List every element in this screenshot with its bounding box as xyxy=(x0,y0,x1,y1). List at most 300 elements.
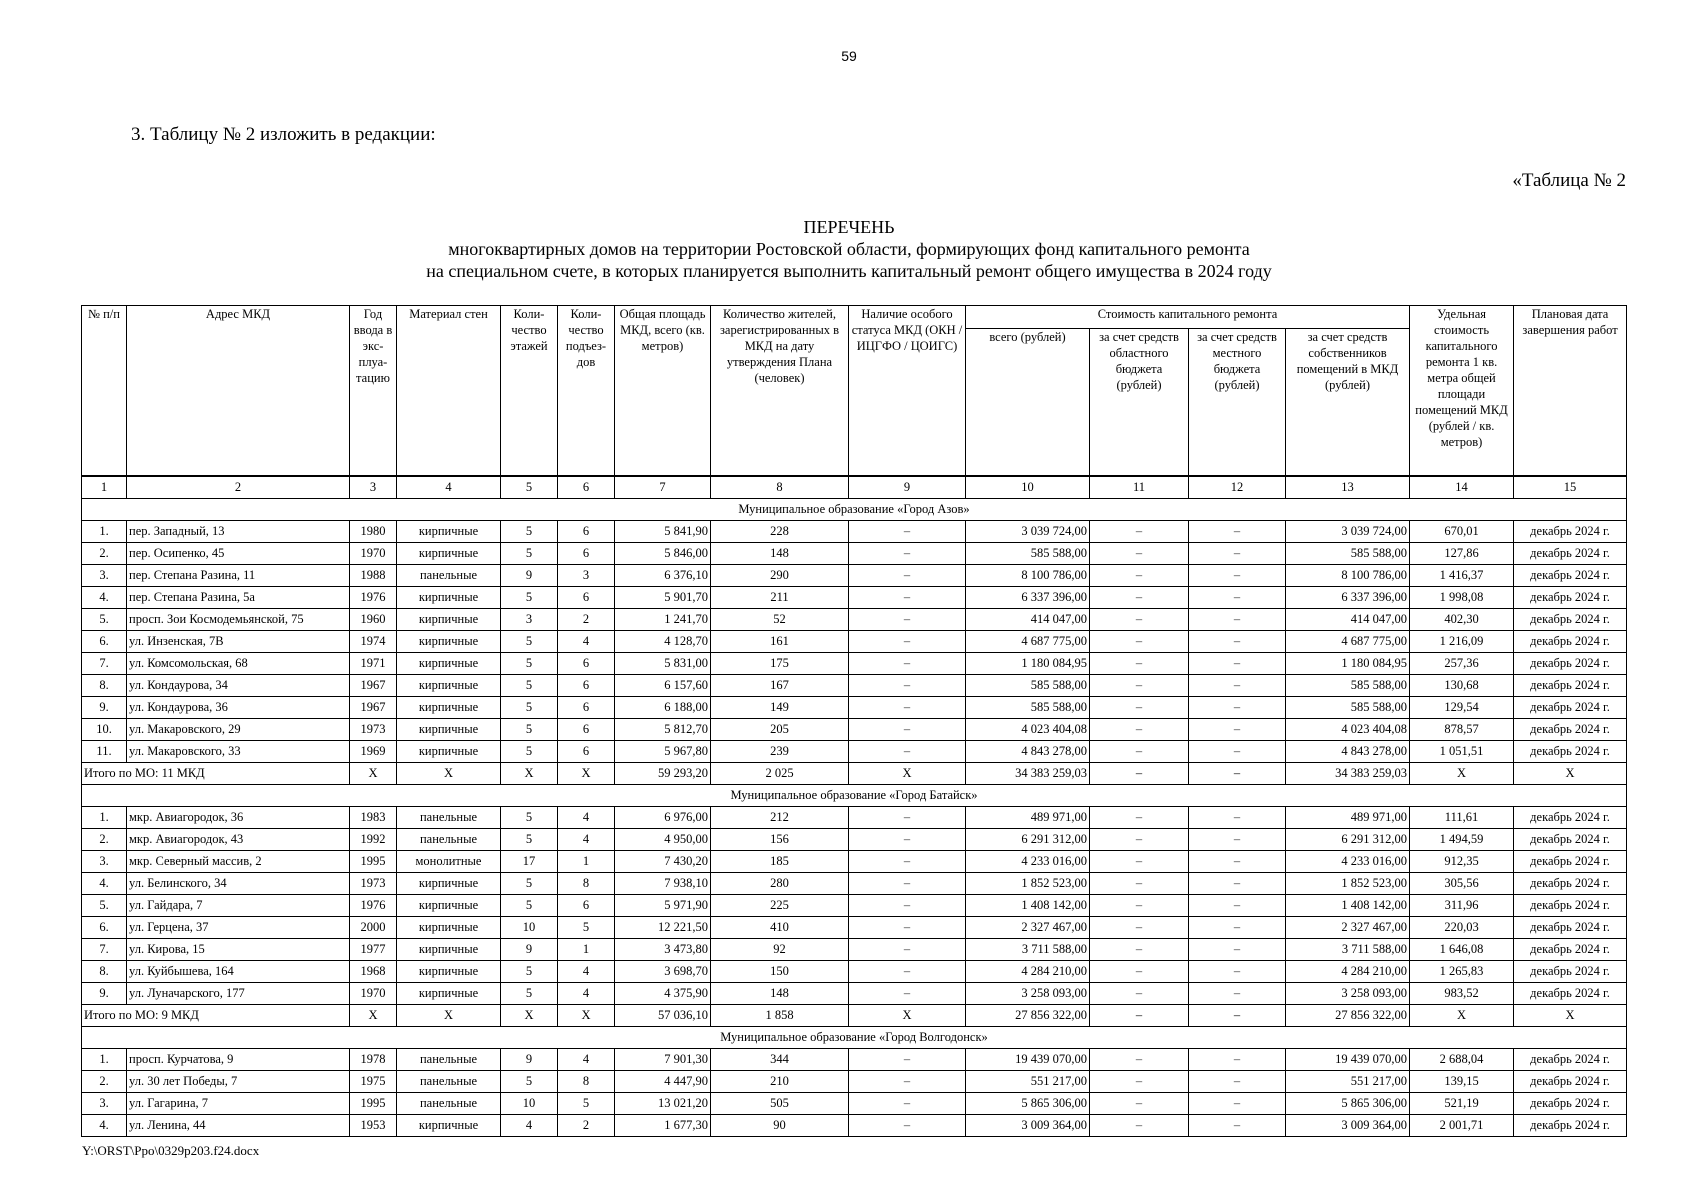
table-cell: – xyxy=(849,631,966,653)
table-cell: декабрь 2024 г. xyxy=(1514,1071,1627,1093)
table-cell: – xyxy=(1189,543,1286,565)
table-cell: 4 447,90 xyxy=(615,1071,711,1093)
table-cell: 4 xyxy=(558,829,615,851)
table-row xyxy=(82,939,1627,961)
table-cell: – xyxy=(1090,829,1189,851)
table-cell: 10 xyxy=(501,917,558,939)
table-cell: 3 711 588,00 xyxy=(1286,939,1410,961)
column-number: 14 xyxy=(1410,476,1514,499)
table-cell: – xyxy=(1090,631,1189,653)
table-cell: 5 xyxy=(501,961,558,983)
table-body xyxy=(82,476,1627,1137)
table-cell: 1 998,08 xyxy=(1410,587,1514,609)
table-cell: кирпичные xyxy=(397,983,501,1005)
table-cell: 1 852 523,00 xyxy=(1286,873,1410,895)
table-cell: 878,57 xyxy=(1410,719,1514,741)
table-cell: – xyxy=(1090,741,1189,763)
table-cell: панельные xyxy=(397,565,501,587)
table-cell: кирпичные xyxy=(397,873,501,895)
table-cell: – xyxy=(1189,631,1286,653)
table-cell: 4 xyxy=(558,631,615,653)
table-cell: 4 023 404,08 xyxy=(966,719,1090,741)
table-cell: 8 100 786,00 xyxy=(966,565,1090,587)
table-cell: – xyxy=(1189,587,1286,609)
table-cell: ул. Белинского, 34 xyxy=(127,873,350,895)
table-row xyxy=(82,961,1627,983)
table-cell: 10 xyxy=(501,1093,558,1115)
column-number: 6 xyxy=(558,476,615,499)
total-cell: X xyxy=(350,1005,397,1027)
table-cell: – xyxy=(1189,521,1286,543)
table-cell: кирпичные xyxy=(397,653,501,675)
total-cell: X xyxy=(397,763,501,785)
table-row xyxy=(82,653,1627,675)
table-cell: – xyxy=(849,961,966,983)
table-cell: – xyxy=(1090,917,1189,939)
table-cell: 7 901,30 xyxy=(615,1049,711,1071)
table-cell: 212 xyxy=(711,807,849,829)
table-cell: 3 711 588,00 xyxy=(966,939,1090,961)
table-cell: – xyxy=(1189,1115,1286,1137)
table-cell: 148 xyxy=(711,543,849,565)
table-row xyxy=(82,565,1627,587)
table-cell: декабрь 2024 г. xyxy=(1514,917,1627,939)
table-cell: 129,54 xyxy=(1410,697,1514,719)
table-row xyxy=(82,983,1627,1005)
table-cell: 5 xyxy=(558,1093,615,1115)
total-cell: 57 036,10 xyxy=(615,1005,711,1027)
table-cell: декабрь 2024 г. xyxy=(1514,565,1627,587)
table-cell: панельные xyxy=(397,1071,501,1093)
header-status: Наличие особого статуса МКД (ОКН / ИЦГФО / ЦОИГС) xyxy=(849,306,966,477)
table-cell: – xyxy=(849,653,966,675)
column-number: 8 xyxy=(711,476,849,499)
table-cell: 1 216,09 xyxy=(1410,631,1514,653)
table-cell: ул. Куйбышева, 164 xyxy=(127,961,350,983)
total-cell: 34 383 259,03 xyxy=(1286,763,1410,785)
total-cell: X xyxy=(1410,1005,1514,1027)
table-cell: декабрь 2024 г. xyxy=(1514,1115,1627,1137)
table-cell: – xyxy=(849,873,966,895)
table-cell: – xyxy=(1189,1071,1286,1093)
table-row xyxy=(82,873,1627,895)
table-cell: – xyxy=(1189,917,1286,939)
table-cell: 1974 xyxy=(350,631,397,653)
table-cell: 4 284 210,00 xyxy=(1286,961,1410,983)
table-row xyxy=(82,631,1627,653)
table-cell: 228 xyxy=(711,521,849,543)
table-cell: – xyxy=(1189,807,1286,829)
table-cell: 8. xyxy=(82,961,127,983)
table-cell: 156 xyxy=(711,829,849,851)
table-cell: 11. xyxy=(82,741,127,763)
table-cell: 1995 xyxy=(350,1093,397,1115)
column-number: 3 xyxy=(350,476,397,499)
table-cell: 13 021,20 xyxy=(615,1093,711,1115)
table-cell: 3 039 724,00 xyxy=(966,521,1090,543)
header-cost-total: всего (рублей) xyxy=(966,329,1090,477)
table-cell: 1 xyxy=(558,939,615,961)
table-cell: 3 258 093,00 xyxy=(1286,983,1410,1005)
table-cell: 8 100 786,00 xyxy=(1286,565,1410,587)
table-cell: 4 128,70 xyxy=(615,631,711,653)
table-cell: – xyxy=(1189,961,1286,983)
table-cell: ул. Кондаурова, 36 xyxy=(127,697,350,719)
table-cell: 585 588,00 xyxy=(966,543,1090,565)
table-cell: – xyxy=(849,895,966,917)
table-cell: 6 337 396,00 xyxy=(966,587,1090,609)
table-cell: 1 494,59 xyxy=(1410,829,1514,851)
table-cell: 9. xyxy=(82,983,127,1005)
table-cell: кирпичные xyxy=(397,961,501,983)
municipality-row xyxy=(82,499,1627,521)
table-cell: 311,96 xyxy=(1410,895,1514,917)
table-cell: 2 001,71 xyxy=(1410,1115,1514,1137)
table-cell: 280 xyxy=(711,873,849,895)
table-cell: 12 221,50 xyxy=(615,917,711,939)
table-cell: 1971 xyxy=(350,653,397,675)
table-cell: 3 473,80 xyxy=(615,939,711,961)
table-cell: 5 xyxy=(501,741,558,763)
table-cell: 6 xyxy=(558,543,615,565)
table-cell: – xyxy=(1090,895,1189,917)
total-cell: 34 383 259,03 xyxy=(966,763,1090,785)
table-row xyxy=(82,741,1627,763)
table-cell: 5 xyxy=(501,675,558,697)
table-cell: 5 xyxy=(501,587,558,609)
table-cell: 19 439 070,00 xyxy=(966,1049,1090,1071)
table-cell: 4 233 016,00 xyxy=(1286,851,1410,873)
table-cell: 1960 xyxy=(350,609,397,631)
table-cell: – xyxy=(1090,697,1189,719)
table-cell: 4 xyxy=(558,807,615,829)
table-cell: 210 xyxy=(711,1071,849,1093)
table-cell: – xyxy=(849,851,966,873)
table-cell: 4 233 016,00 xyxy=(966,851,1090,873)
header-wall-material: Материал стен xyxy=(397,306,501,477)
table-cell: 139,15 xyxy=(1410,1071,1514,1093)
table-cell: 5 xyxy=(501,521,558,543)
table-cell: 5 846,00 xyxy=(615,543,711,565)
title-line-2: многоквартирных домов на территории Ростовской области, формирующих фонд капитального ремонта xyxy=(448,239,1250,259)
table-cell: – xyxy=(849,565,966,587)
table-cell: ул. 30 лет Победы, 7 xyxy=(127,1071,350,1093)
table-cell: 1983 xyxy=(350,807,397,829)
header-floors: Коли-чество этажей xyxy=(501,306,558,477)
table-cell: 1975 xyxy=(350,1071,397,1093)
table-cell: мкр. Авиагородок, 36 xyxy=(127,807,350,829)
table-cell: 7. xyxy=(82,939,127,961)
table-cell: 1973 xyxy=(350,719,397,741)
table-cell: 6 157,60 xyxy=(615,675,711,697)
table-cell: 205 xyxy=(711,719,849,741)
table-cell: 410 xyxy=(711,917,849,939)
column-number: 1 xyxy=(82,476,127,499)
table-cell: – xyxy=(1090,543,1189,565)
table-row xyxy=(82,697,1627,719)
table-cell: 9 xyxy=(501,1049,558,1071)
table-cell: 5 xyxy=(501,895,558,917)
table-cell: декабрь 2024 г. xyxy=(1514,873,1627,895)
title-line-3: на специальном счете, в которых планируется выполнить капитальный ремонт общего имущества в 2024 году xyxy=(426,261,1272,281)
table-cell: – xyxy=(1090,983,1189,1005)
total-cell: – xyxy=(1189,763,1286,785)
table-cell: 2 xyxy=(558,1115,615,1137)
table-cell: ул. Кирова, 15 xyxy=(127,939,350,961)
table-cell: ул. Макаровского, 29 xyxy=(127,719,350,741)
houses-table xyxy=(81,305,1627,1137)
table-cell: 1976 xyxy=(350,895,397,917)
table-cell: кирпичные xyxy=(397,631,501,653)
table-cell: 6 xyxy=(558,675,615,697)
table-cell: – xyxy=(849,609,966,631)
table-cell: кирпичные xyxy=(397,917,501,939)
table-cell: декабрь 2024 г. xyxy=(1514,521,1627,543)
table-cell: декабрь 2024 г. xyxy=(1514,587,1627,609)
table-cell: 3 xyxy=(501,609,558,631)
table-cell: 1978 xyxy=(350,1049,397,1071)
total-cell: X xyxy=(1514,763,1627,785)
table-cell: 4 xyxy=(501,1115,558,1137)
table-cell: 5 xyxy=(501,983,558,1005)
table-cell: – xyxy=(849,1115,966,1137)
table-cell: кирпичные xyxy=(397,609,501,631)
table-cell: 6 337 396,00 xyxy=(1286,587,1410,609)
table-cell: 4. xyxy=(82,873,127,895)
table-cell: 3 xyxy=(558,565,615,587)
table-cell: – xyxy=(1090,521,1189,543)
table-cell: – xyxy=(849,1049,966,1071)
table-cell: ул. Луначарского, 177 xyxy=(127,983,350,1005)
total-cell: X xyxy=(1410,763,1514,785)
table-cell: 505 xyxy=(711,1093,849,1115)
table-row xyxy=(82,719,1627,741)
table-cell: декабрь 2024 г. xyxy=(1514,631,1627,653)
table-cell: кирпичные xyxy=(397,543,501,565)
table-cell: ул. Гайдара, 7 xyxy=(127,895,350,917)
table-cell: – xyxy=(849,983,966,1005)
table-cell: – xyxy=(849,675,966,697)
table-cell: 5 865 306,00 xyxy=(966,1093,1090,1115)
table-cell: панельные xyxy=(397,1093,501,1115)
table-cell: 6 xyxy=(558,895,615,917)
total-cell: X xyxy=(849,763,966,785)
table-cell: 1 852 523,00 xyxy=(966,873,1090,895)
table-cell: 225 xyxy=(711,895,849,917)
total-cell: X xyxy=(397,1005,501,1027)
table-cell: – xyxy=(1189,1093,1286,1115)
table-row xyxy=(82,1093,1627,1115)
table-cell: 5 xyxy=(501,807,558,829)
table-cell: 6 376,10 xyxy=(615,565,711,587)
table-cell: 5. xyxy=(82,609,127,631)
table-cell: 4 843 278,00 xyxy=(1286,741,1410,763)
table-cell: 402,30 xyxy=(1410,609,1514,631)
table-cell: – xyxy=(1189,741,1286,763)
table-cell: 4 687 775,00 xyxy=(966,631,1090,653)
table-cell: декабрь 2024 г. xyxy=(1514,851,1627,873)
table-cell: 175 xyxy=(711,653,849,675)
table-cell: 1988 xyxy=(350,565,397,587)
table-cell: 6 xyxy=(558,697,615,719)
table-cell: кирпичные xyxy=(397,697,501,719)
table-cell: 5 xyxy=(501,1071,558,1093)
table-cell: 8. xyxy=(82,675,127,697)
table-cell: 4. xyxy=(82,1115,127,1137)
table-cell: пер. Западный, 13 xyxy=(127,521,350,543)
table-cell: 10. xyxy=(82,719,127,741)
table-cell: 344 xyxy=(711,1049,849,1071)
table-cell: декабрь 2024 г. xyxy=(1514,829,1627,851)
table-cell: кирпичные xyxy=(397,521,501,543)
column-number: 4 xyxy=(397,476,501,499)
footer-file-path: Y:\ORST\Ppo\0329p203.f24.docx xyxy=(82,1143,260,1158)
table-row xyxy=(82,1115,1627,1137)
table-cell: 90 xyxy=(711,1115,849,1137)
total-cell: X xyxy=(350,763,397,785)
column-numbers-row xyxy=(82,476,1627,499)
table-cell: – xyxy=(849,587,966,609)
table-cell: – xyxy=(1189,983,1286,1005)
table-cell: кирпичные xyxy=(397,675,501,697)
table-cell: 290 xyxy=(711,565,849,587)
table-cell: 7 430,20 xyxy=(615,851,711,873)
total-row xyxy=(82,763,1627,785)
table-row xyxy=(82,895,1627,917)
table-cell: 2 xyxy=(558,609,615,631)
table-cell: 585 588,00 xyxy=(1286,675,1410,697)
header-num: № п/п xyxy=(82,306,127,477)
table-cell: мкр. Северный массив, 2 xyxy=(127,851,350,873)
table-cell: 414 047,00 xyxy=(966,609,1090,631)
table-cell: 1 265,83 xyxy=(1410,961,1514,983)
total-label: Итого по МО: 9 МКД xyxy=(82,1005,350,1027)
table-cell: 1 408 142,00 xyxy=(966,895,1090,917)
table-cell: 9 xyxy=(501,939,558,961)
table-cell: 257,36 xyxy=(1410,653,1514,675)
table-cell: – xyxy=(849,829,966,851)
table-cell: 4. xyxy=(82,587,127,609)
table-cell: 6 xyxy=(558,587,615,609)
table-cell: декабрь 2024 г. xyxy=(1514,939,1627,961)
table-cell: 5 xyxy=(501,873,558,895)
header-entrances: Коли-чество подъез-дов xyxy=(558,306,615,477)
table-cell: 1 180 084,95 xyxy=(1286,653,1410,675)
total-cell: 1 858 xyxy=(711,1005,849,1027)
table-cell: 6. xyxy=(82,631,127,653)
table-cell: 1. xyxy=(82,521,127,543)
table-cell: пер. Осипенко, 45 xyxy=(127,543,350,565)
column-number: 2 xyxy=(127,476,350,499)
table-cell: – xyxy=(1090,807,1189,829)
table-cell: 111,61 xyxy=(1410,807,1514,829)
table-cell: 8 xyxy=(558,1071,615,1093)
table-cell: 1973 xyxy=(350,873,397,895)
header-unit-cost: Удельная стоимость капитального ремонта 1 кв. метра общей площади помещений МКД (рублей / кв. метров) xyxy=(1410,306,1514,477)
table-cell: 983,52 xyxy=(1410,983,1514,1005)
table-cell: 5 xyxy=(501,653,558,675)
header-address: Адрес МКД xyxy=(127,306,350,477)
table-cell: 5 xyxy=(501,697,558,719)
table-cell: пер. Степана Разина, 5а xyxy=(127,587,350,609)
column-number: 10 xyxy=(966,476,1090,499)
header-cost-group: Стоимость капитального ремонта xyxy=(966,306,1410,329)
table-cell: 3 258 093,00 xyxy=(966,983,1090,1005)
table-cell: – xyxy=(1090,653,1189,675)
table-header xyxy=(82,306,1627,477)
table-cell: – xyxy=(1090,565,1189,587)
table-cell: – xyxy=(1090,939,1189,961)
table-row xyxy=(82,587,1627,609)
table-cell: кирпичные xyxy=(397,895,501,917)
table-cell: панельные xyxy=(397,1049,501,1071)
total-cell: X xyxy=(501,1005,558,1027)
table-cell: 9 xyxy=(501,565,558,587)
table-cell: ул. Ленина, 44 xyxy=(127,1115,350,1137)
column-number: 11 xyxy=(1090,476,1189,499)
table-cell: 3 698,70 xyxy=(615,961,711,983)
table-cell: просп. Зои Космодемьянской, 75 xyxy=(127,609,350,631)
table-cell: 2. xyxy=(82,829,127,851)
table-cell: 130,68 xyxy=(1410,675,1514,697)
table-cell: 6 xyxy=(558,741,615,763)
table-cell: 1967 xyxy=(350,697,397,719)
header-area: Общая площадь МКД, всего (кв. метров) xyxy=(615,306,711,477)
header-year: Год ввода в экс-плуа-тацию xyxy=(350,306,397,477)
table-cell: декабрь 2024 г. xyxy=(1514,609,1627,631)
table-cell: – xyxy=(1090,1049,1189,1071)
table-cell: 4 xyxy=(558,961,615,983)
table-cell: – xyxy=(1189,1049,1286,1071)
table-cell: мкр. Авиагородок, 43 xyxy=(127,829,350,851)
table-cell: 6 xyxy=(558,653,615,675)
table-cell: кирпичные xyxy=(397,719,501,741)
column-number: 15 xyxy=(1514,476,1627,499)
total-cell: – xyxy=(1090,763,1189,785)
table-cell: – xyxy=(1189,895,1286,917)
table-cell: панельные xyxy=(397,829,501,851)
table-cell: 551 217,00 xyxy=(1286,1071,1410,1093)
table-cell: 1970 xyxy=(350,543,397,565)
table-cell: 489 971,00 xyxy=(1286,807,1410,829)
table-cell: – xyxy=(849,719,966,741)
municipality-title: Муниципальное образование «Город Волгодонск» xyxy=(82,1027,1627,1049)
table-cell: – xyxy=(1090,719,1189,741)
table-cell: декабрь 2024 г. xyxy=(1514,675,1627,697)
table-cell: – xyxy=(1090,851,1189,873)
column-number: 9 xyxy=(849,476,966,499)
table-cell: 4 375,90 xyxy=(615,983,711,1005)
table-cell: 7. xyxy=(82,653,127,675)
table-cell: – xyxy=(1189,873,1286,895)
table-cell: 912,35 xyxy=(1410,851,1514,873)
table-cell: 585 588,00 xyxy=(1286,697,1410,719)
table-row xyxy=(82,917,1627,939)
table-cell: 1970 xyxy=(350,983,397,1005)
table-cell: – xyxy=(1090,609,1189,631)
table-row xyxy=(82,829,1627,851)
table-cell: – xyxy=(1090,961,1189,983)
table-cell: 3. xyxy=(82,1093,127,1115)
table-cell: 4 843 278,00 xyxy=(966,741,1090,763)
table-cell: 3 009 364,00 xyxy=(966,1115,1090,1137)
municipality-row xyxy=(82,1027,1627,1049)
table-cell: 52 xyxy=(711,609,849,631)
table-row xyxy=(82,1071,1627,1093)
total-row xyxy=(82,1005,1627,1027)
table-cell: 6 188,00 xyxy=(615,697,711,719)
municipality-title: Муниципальное образование «Город Батайск» xyxy=(82,785,1627,807)
